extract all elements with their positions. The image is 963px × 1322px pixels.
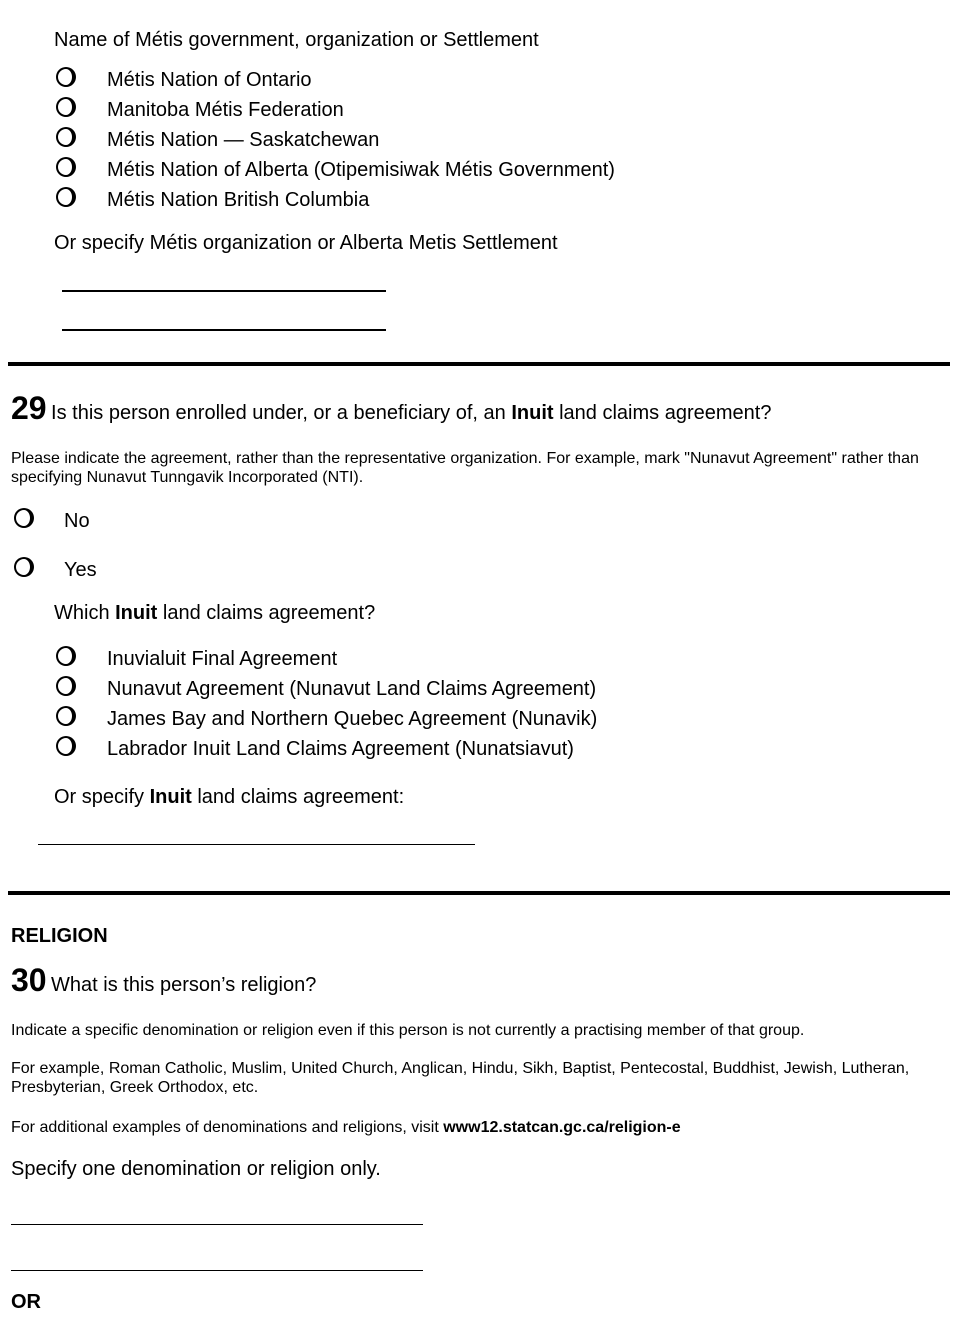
- radio-metis-bc[interactable]: [56, 187, 76, 207]
- radio-james-bay[interactable]: [56, 706, 76, 726]
- option-label: Manitoba Métis Federation: [107, 99, 344, 121]
- radio-no[interactable]: [14, 508, 34, 528]
- question-29: [11, 390, 771, 427]
- religion-instruction-2: For example, Roman Catholic, Muslim, United Church, Anglican, Hindu, Sikh, Baptist, Pentecostal, Buddhist, Jewish, Lutheran, Presbyterian, Greek Orthodox, etc.: [11, 1060, 910, 1096]
- section-divider: [8, 891, 950, 895]
- radio-manitoba-metis[interactable]: [56, 97, 76, 117]
- agreement-label: Nunavut Agreement (Nunavut Land Claims Agreement): [107, 678, 597, 700]
- religion-section-title: RELIGION: [11, 925, 108, 947]
- radio-yes[interactable]: [14, 557, 34, 577]
- metis-specify-label: Or specify Métis organization or Alberta Metis Settlement: [54, 232, 558, 254]
- agreement-label: James Bay and Northern Quebec Agreement (Nunavik): [107, 708, 598, 730]
- radio-nunavut[interactable]: [56, 676, 76, 696]
- religion-instruction-3: For additional examples of denominations and religions, visit www12.statcan.gc.ca/religion-e: [11, 1119, 681, 1136]
- metis-specify-field-2[interactable]: [62, 329, 386, 331]
- agreement-label: Labrador Inuit Land Claims Agreement (Nunatsiavut): [107, 738, 574, 760]
- radio-metis-saskatchewan[interactable]: [56, 127, 76, 147]
- metis-heading: Name of Métis government, organization or Settlement: [54, 29, 539, 51]
- question-text: Is this person enrolled under, or a beneficiary of, an Inuit land claims agreement?: [51, 402, 772, 424]
- inuit-specify-field[interactable]: [38, 844, 475, 845]
- question-number: 29: [11, 390, 47, 426]
- religion-specify-label: Specify one denomination or religion only.: [11, 1158, 381, 1180]
- radio-metis-ontario[interactable]: [56, 67, 76, 87]
- religion-specify-field-1[interactable]: [11, 1224, 423, 1225]
- religion-link[interactable]: www12.statcan.gc.ca/religion-e: [443, 1119, 681, 1136]
- question-29-instruction: Please indicate the agreement, rather than the representative organization. For example, mark "Nunavut Agreement" rather than specifying Nunavut Tunngavik Incorporated (NTI).: [11, 450, 919, 486]
- inuit-specify-label: Or specify Inuit land claims agreement:: [54, 786, 405, 808]
- radio-labrador[interactable]: [56, 736, 76, 756]
- agreement-label: Inuvialuit Final Agreement: [107, 648, 338, 670]
- no-label: No: [64, 510, 90, 532]
- radio-metis-alberta[interactable]: [56, 157, 76, 177]
- question-number: 30: [11, 962, 47, 998]
- question-text: What is this person’s religion?: [51, 974, 317, 996]
- which-agreement-label: Which Inuit land claims agreement?: [54, 602, 376, 624]
- religion-specify-field-2[interactable]: [11, 1270, 423, 1271]
- radio-inuvialuit[interactable]: [56, 646, 76, 666]
- option-label: Métis Nation British Columbia: [107, 189, 370, 211]
- option-label: Métis Nation — Saskatchewan: [107, 129, 380, 151]
- metis-specify-field-1[interactable]: [62, 290, 386, 292]
- question-30: [11, 962, 316, 999]
- yes-label: Yes: [64, 559, 97, 581]
- option-label: Métis Nation of Ontario: [107, 69, 312, 91]
- or-label: OR: [11, 1291, 41, 1313]
- religion-instruction-1: Indicate a specific denomination or religion even if this person is not currently a practising member of that group.: [11, 1022, 805, 1039]
- option-label: Métis Nation of Alberta (Otipemisiwak Métis Government): [107, 159, 615, 181]
- section-divider: [8, 362, 950, 366]
